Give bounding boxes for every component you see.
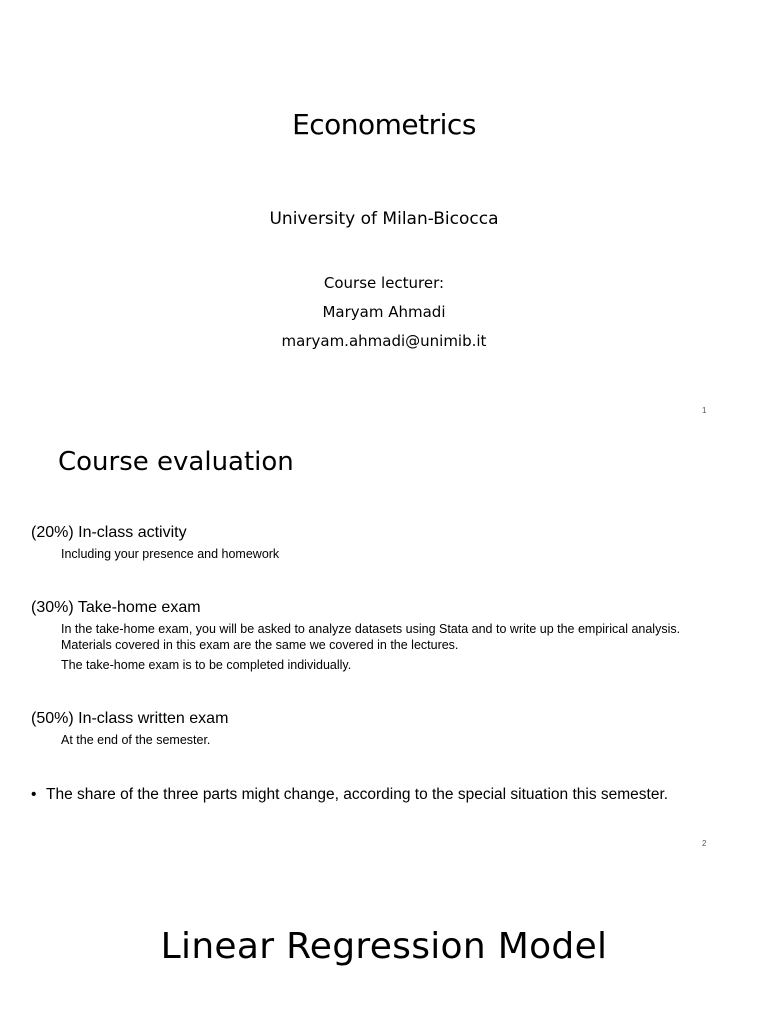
lecturer-name: Maryam Ahmadi [322, 303, 446, 321]
slide-1 [0, 0, 768, 430]
evaluation-item-detail: Including your presence and homework [61, 547, 280, 561]
evaluation-item-header: (50%) In-class written exam [31, 710, 229, 727]
evaluation-item-header: (30%) Take-home exam [31, 599, 201, 616]
bullet-icon: • [31, 786, 37, 803]
bullet-text: The share of the three parts might change, according to the special situation this semester. [46, 786, 669, 803]
slide-3 [0, 860, 768, 1024]
evaluation-item-detail: At the end of the semester. [61, 733, 211, 747]
slide-title: Linear Regression Model [160, 926, 608, 967]
slide-title: Course evaluation [58, 447, 294, 477]
lecturer-label: Course lecturer: [323, 274, 445, 292]
lecturer-email: maryam.ahmadi@unimib.it [281, 332, 487, 350]
university-name: University of Milan-Bicocca [269, 209, 499, 229]
evaluation-item-detail: Materials covered in this exam are the same we covered in the lectures. [61, 638, 459, 652]
evaluation-item-detail: In the take-home exam, you will be asked to analyze datasets using Stata and to write up the empirical analysis. [61, 622, 681, 636]
evaluation-item-header: (20%) In-class activity [31, 524, 187, 541]
bullet-note [31, 786, 668, 804]
slide-2 [0, 430, 768, 860]
slide-title: Econometrics [292, 108, 476, 141]
page-number: 2 [702, 839, 707, 848]
page-number: 1 [702, 406, 707, 415]
evaluation-item-detail: The take-home exam is to be completed individually. [61, 658, 352, 672]
